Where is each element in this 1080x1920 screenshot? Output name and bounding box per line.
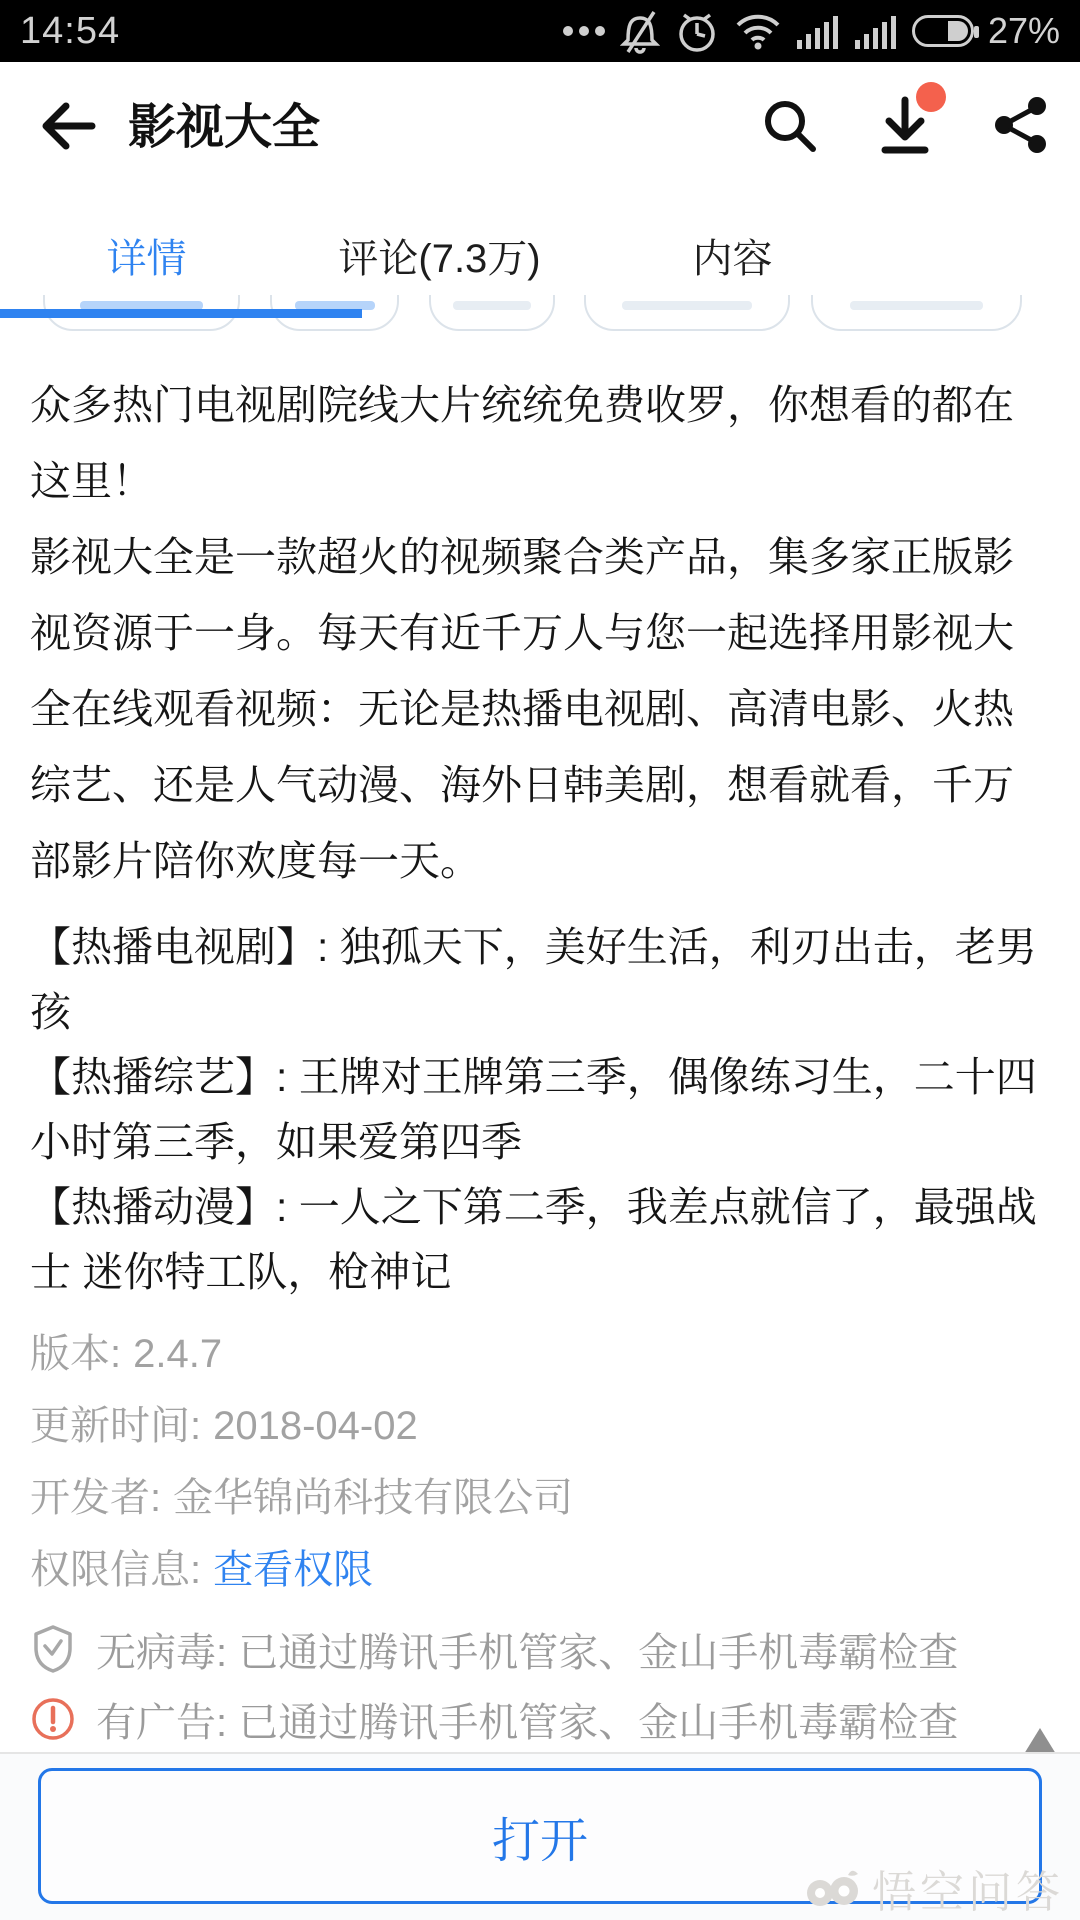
back-arrow-icon — [36, 94, 100, 158]
view-permissions-link[interactable]: 查看权限 — [213, 1548, 374, 1592]
search-button[interactable] — [760, 96, 818, 154]
hot-variety-line: 【热播综艺】: 王牌对王牌第三季，偶像练习生，二十四小时第三季，如果爱第四季 — [30, 1054, 1037, 1165]
app-description — [30, 367, 1044, 1305]
status-icons — [562, 8, 1060, 54]
hot-anime-line: 【热播动漫】: 一人之下第二季，我差点就信了，最强战士 迷你特工队，枪神记 — [30, 1184, 1037, 1295]
permissions-row: 权限信息: 查看权限 — [30, 1548, 374, 1592]
tab-content[interactable]: 内容 — [692, 237, 773, 281]
signal-icon — [854, 12, 898, 50]
status-bar — [0, 0, 1080, 62]
watermark — [804, 1856, 1064, 1920]
shield-check-icon — [30, 1624, 76, 1674]
tab-bar — [0, 190, 880, 292]
battery-icon — [912, 15, 974, 47]
tag-pill[interactable] — [429, 295, 555, 331]
watermark-text: 悟空问答 — [872, 1868, 1064, 1917]
update-date-row: 更新时间: 2018-04-02 — [30, 1404, 418, 1448]
share-icon — [993, 95, 1049, 155]
alarm-icon — [674, 8, 720, 54]
tab-details[interactable]: 详情 — [106, 237, 187, 281]
tag-pill[interactable] — [811, 295, 1022, 331]
open-button[interactable]: 打开 — [38, 1768, 1042, 1904]
developer-row: 开发者: 金华锦尚科技有限公司 — [30, 1476, 574, 1520]
notifications-muted-icon — [620, 8, 660, 54]
app-bar — [0, 62, 1080, 190]
ad-alert-icon — [30, 1696, 76, 1742]
scroll-indicator-caret[interactable] — [1024, 1728, 1056, 1754]
tag-pill[interactable] — [584, 295, 790, 331]
description-paragraph: 影视大全是一款超火的视频聚合类产品，集多家正版影视资源于一身。每天有近千万人与您一起选择用影视大全在线观看视频：无论是热播电视剧、高清电影、火热综艺、还是人气动漫、海外日韩美剧，想看就看，千万部影片陪你欢度每一天。 — [30, 534, 1014, 884]
share-button[interactable] — [992, 96, 1050, 154]
hot-tv-line: 【热播电视剧】: 独孤天下，美好生活，利刃出击，老男孩 — [30, 924, 1037, 1035]
hot-lists — [30, 915, 1044, 1305]
security-section — [30, 1614, 958, 1754]
tab-comments[interactable]: 评论(7.3万) — [338, 237, 541, 281]
status-time: 14:54 — [20, 9, 121, 52]
page-title: 影视大全 — [128, 101, 321, 154]
battery-percent: 27% — [987, 10, 1060, 51]
wifi-icon — [734, 11, 782, 51]
signal-icon — [796, 12, 840, 50]
version-row: 版本: 2.4.7 — [30, 1332, 223, 1376]
app-meta-info — [30, 1318, 573, 1606]
has-ads-row: 有广告: 已通过腾讯手机管家、金山手机毒霸检查 — [30, 1684, 958, 1754]
more-dots-icon — [562, 25, 606, 37]
active-tab-underline — [0, 309, 362, 318]
notification-badge-dot — [916, 82, 946, 112]
back-button[interactable] — [36, 94, 100, 158]
search-icon — [760, 96, 818, 154]
wukong-logo-icon — [804, 1867, 862, 1909]
description-paragraph: 众多热门电视剧院线大片统统免费收罗，你想看的都在这里！ — [30, 382, 1014, 504]
no-virus-row: 无病毒: 已通过腾讯手机管家、金山手机毒霸检查 — [30, 1614, 958, 1684]
download-button[interactable] — [876, 96, 934, 154]
